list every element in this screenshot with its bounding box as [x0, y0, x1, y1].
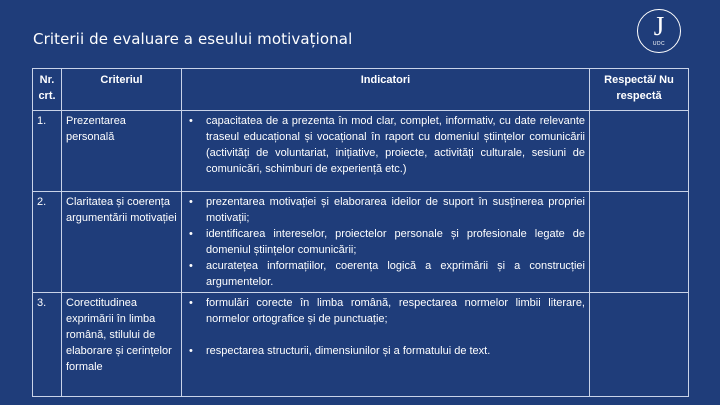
header-respecta: Respectă/ Nu respectă — [590, 69, 689, 111]
indicator-item: • acuratețea informațiilor, coerența logică a exprimării și a construcției argumentelor. — [186, 258, 585, 290]
criteria-table — [32, 68, 689, 397]
table-row — [33, 111, 689, 192]
row-number: 1. — [33, 111, 62, 192]
table-row — [33, 293, 689, 397]
indicator-item: • prezentarea motivației și elaborarea ideilor de suport în susținerea propriei motivații; — [186, 194, 585, 226]
logo-letter: J — [653, 11, 665, 41]
row-indicators — [182, 111, 590, 192]
row-criterion: Prezentarea personală — [62, 111, 182, 192]
row-number: 3. — [33, 293, 62, 397]
logo-text: UDC — [652, 41, 666, 47]
header-criteriu: Criteriul — [62, 69, 182, 111]
row-number: 2. — [33, 192, 62, 293]
row-criterion: Claritatea și coerența argumentării motivației — [62, 192, 182, 293]
indicator-item: • formulări corecte în limba română, respectarea normelor limbii literare, normelor ortografice și de punctuație; — [186, 295, 585, 327]
university-logo — [637, 9, 681, 53]
row-compliance[interactable] — [590, 192, 689, 293]
header-nr: Nr. crt. — [33, 69, 62, 111]
row-compliance[interactable] — [590, 111, 689, 192]
row-indicators — [182, 293, 590, 397]
indicator-item: • identificarea intereselor, proiectelor personale și profesionale legate de domeniul științelor comunicării; — [186, 226, 585, 258]
table-header-row — [33, 69, 689, 111]
table-row — [33, 192, 689, 293]
header-indicatori: Indicatori — [182, 69, 590, 111]
row-indicators — [182, 192, 590, 293]
row-criterion: Corectitudinea exprimării în limba română, stilului de elaborare și cerințelor formale — [62, 293, 182, 397]
indicator-item: • capacitatea de a prezenta în mod clar, complet, informativ, cu date relevante traseul educațional și vocațional în raport cu domeniul științelor comunicării (activități de voluntariat, inițiative, proiecte, activități culturale, sesiuni de comunicări, schimburi de experiență etc.) — [186, 113, 585, 177]
slide-title: Criterii de evaluare a eseului motivațional — [33, 30, 353, 48]
row-compliance[interactable] — [590, 293, 689, 397]
indicator-item: • respectarea structurii, dimensiunilor și a formatului de text. — [186, 343, 585, 359]
